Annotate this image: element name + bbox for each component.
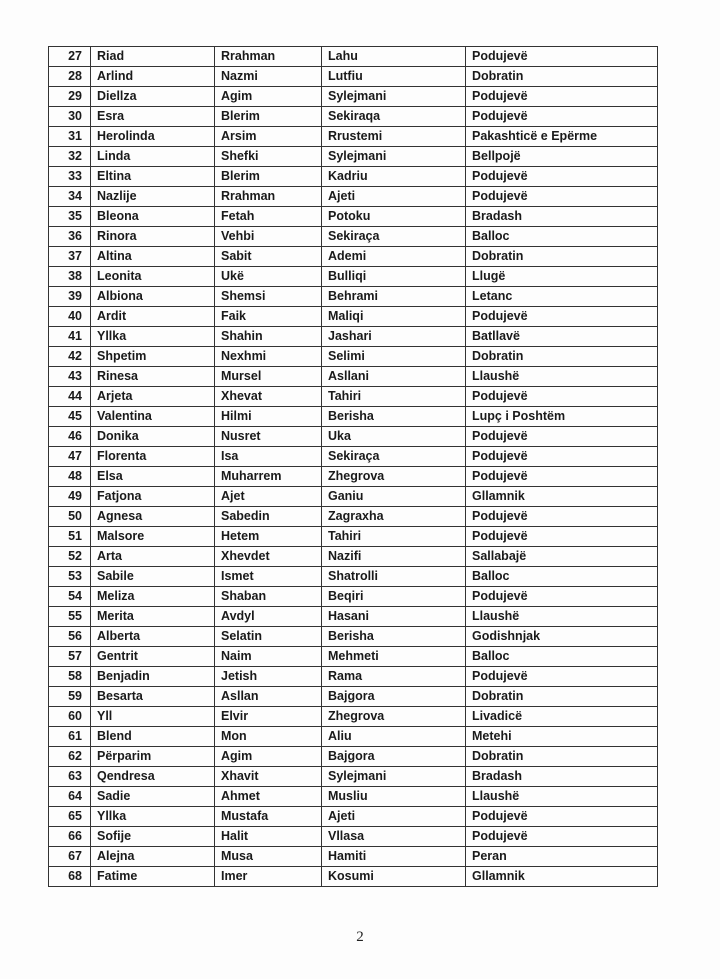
place-name-cell: Podujevë [466,587,658,607]
father-name-cell: Xhevdet [215,547,322,567]
row-number-cell: 64 [49,787,91,807]
row-number-cell: 60 [49,707,91,727]
table-row [49,267,658,287]
place-name-cell: Pakashticë e Epërme [466,127,658,147]
first-name-cell: Fatime [91,867,215,887]
first-name-cell: Arjeta [91,387,215,407]
row-number-cell: 31 [49,127,91,147]
row-number-cell: 34 [49,187,91,207]
father-name-cell: Xhevat [215,387,322,407]
row-number-cell: 44 [49,387,91,407]
last-name-cell: Shatrolli [322,567,466,587]
place-name-cell: Godishnjak [466,627,658,647]
first-name-cell: Benjadin [91,667,215,687]
row-number-cell: 66 [49,827,91,847]
table-row [49,647,658,667]
row-number-cell: 53 [49,567,91,587]
row-number-cell: 37 [49,247,91,267]
last-name-cell: Beqiri [322,587,466,607]
row-number-cell: 40 [49,307,91,327]
last-name-cell: Hasani [322,607,466,627]
place-name-cell: Letanc [466,287,658,307]
last-name-cell: Behrami [322,287,466,307]
father-name-cell: Ajet [215,487,322,507]
last-name-cell: Bulliqi [322,267,466,287]
row-number-cell: 67 [49,847,91,867]
place-name-cell: Peran [466,847,658,867]
row-number-cell: 29 [49,87,91,107]
table-row [49,387,658,407]
table-row [49,187,658,207]
place-name-cell: Podujevë [466,47,658,67]
row-number-cell: 57 [49,647,91,667]
place-name-cell: Lupç i Poshtëm [466,407,658,427]
father-name-cell: Fetah [215,207,322,227]
father-name-cell: Ukë [215,267,322,287]
first-name-cell: Sabile [91,567,215,587]
last-name-cell: Lahu [322,47,466,67]
last-name-cell: Ganiu [322,487,466,507]
table-row [49,867,658,887]
table-row [49,487,658,507]
first-name-cell: Rinesa [91,367,215,387]
first-name-cell: Elsa [91,467,215,487]
father-name-cell: Sabedin [215,507,322,527]
last-name-cell: Ajeti [322,807,466,827]
place-name-cell: Podujevë [466,167,658,187]
father-name-cell: Hilmi [215,407,322,427]
table-row [49,727,658,747]
place-name-cell: Bellpojë [466,147,658,167]
first-name-cell: Arta [91,547,215,567]
place-name-cell: Podujevë [466,807,658,827]
last-name-cell: Sekiraça [322,227,466,247]
table-row [49,107,658,127]
last-name-cell: Musliu [322,787,466,807]
row-number-cell: 50 [49,507,91,527]
place-name-cell: Bradash [466,767,658,787]
father-name-cell: Shahin [215,327,322,347]
last-name-cell: Asllani [322,367,466,387]
first-name-cell: Alejna [91,847,215,867]
table-row [49,547,658,567]
row-number-cell: 65 [49,807,91,827]
last-name-cell: Sekiraqa [322,107,466,127]
last-name-cell: Sylejmani [322,87,466,107]
student-list-table [48,46,658,887]
first-name-cell: Albiona [91,287,215,307]
place-name-cell: Podujevë [466,507,658,527]
place-name-cell: Balloc [466,647,658,667]
father-name-cell: Avdyl [215,607,322,627]
first-name-cell: Florenta [91,447,215,467]
father-name-cell: Hetem [215,527,322,547]
first-name-cell: Alberta [91,627,215,647]
table-row [49,227,658,247]
row-number-cell: 61 [49,727,91,747]
last-name-cell: Ademi [322,247,466,267]
table-row [49,127,658,147]
father-name-cell: Naim [215,647,322,667]
table-row [49,527,658,547]
table-row [49,607,658,627]
table-row [49,307,658,327]
last-name-cell: Selimi [322,347,466,367]
father-name-cell: Selatin [215,627,322,647]
table-row [49,67,658,87]
father-name-cell: Elvir [215,707,322,727]
row-number-cell: 33 [49,167,91,187]
father-name-cell: Rrahman [215,47,322,67]
row-number-cell: 36 [49,227,91,247]
first-name-cell: Riad [91,47,215,67]
first-name-cell: Ardit [91,307,215,327]
first-name-cell: Rinora [91,227,215,247]
last-name-cell: Kosumi [322,867,466,887]
page-number: 2 [356,929,364,945]
place-name-cell: Gllamnik [466,487,658,507]
place-name-cell: Podujevë [466,387,658,407]
row-number-cell: 52 [49,547,91,567]
place-name-cell: Dobratin [466,747,658,767]
last-name-cell: Aliu [322,727,466,747]
first-name-cell: Nazlije [91,187,215,207]
table-row [49,707,658,727]
father-name-cell: Isa [215,447,322,467]
father-name-cell: Sabit [215,247,322,267]
place-name-cell: Podujevë [466,307,658,327]
father-name-cell: Nusret [215,427,322,447]
first-name-cell: Bleona [91,207,215,227]
row-number-cell: 45 [49,407,91,427]
place-name-cell: Sallabajë [466,547,658,567]
table-row [49,687,658,707]
place-name-cell: Llugë [466,267,658,287]
table-row [49,327,658,347]
place-name-cell: Gllamnik [466,867,658,887]
place-name-cell: Podujevë [466,827,658,847]
row-number-cell: 47 [49,447,91,467]
first-name-cell: Sadie [91,787,215,807]
last-name-cell: Bajgora [322,747,466,767]
father-name-cell: Muharrem [215,467,322,487]
father-name-cell: Nazmi [215,67,322,87]
table-row [49,667,658,687]
place-name-cell: Balloc [466,227,658,247]
father-name-cell: Jetish [215,667,322,687]
table-row [49,367,658,387]
father-name-cell: Vehbi [215,227,322,247]
place-name-cell: Podujevë [466,187,658,207]
row-number-cell: 54 [49,587,91,607]
father-name-cell: Imer [215,867,322,887]
place-name-cell: Llaushë [466,607,658,627]
first-name-cell: Yll [91,707,215,727]
last-name-cell: Nazifi [322,547,466,567]
first-name-cell: Esra [91,107,215,127]
place-name-cell: Podujevë [466,447,658,467]
father-name-cell: Agim [215,747,322,767]
father-name-cell: Arsim [215,127,322,147]
father-name-cell: Halit [215,827,322,847]
table-row [49,767,658,787]
last-name-cell: Tahiri [322,527,466,547]
table-row [49,747,658,767]
table-row [49,507,658,527]
place-name-cell: Podujevë [466,87,658,107]
row-number-cell: 59 [49,687,91,707]
last-name-cell: Maliqi [322,307,466,327]
row-number-cell: 55 [49,607,91,627]
table-row [49,587,658,607]
table-row [49,247,658,267]
table-row [49,427,658,447]
first-name-cell: Besarta [91,687,215,707]
last-name-cell: Bajgora [322,687,466,707]
first-name-cell: Herolinda [91,127,215,147]
first-name-cell: Agnesa [91,507,215,527]
row-number-cell: 28 [49,67,91,87]
row-number-cell: 63 [49,767,91,787]
row-number-cell: 38 [49,267,91,287]
first-name-cell: Leonita [91,267,215,287]
last-name-cell: Zhegrova [322,707,466,727]
last-name-cell: Jashari [322,327,466,347]
last-name-cell: Hamiti [322,847,466,867]
table-row [49,87,658,107]
last-name-cell: Ajeti [322,187,466,207]
first-name-cell: Diellza [91,87,215,107]
row-number-cell: 49 [49,487,91,507]
last-name-cell: Lutfiu [322,67,466,87]
place-name-cell: Llaushë [466,367,658,387]
place-name-cell: Livadicë [466,707,658,727]
table-row [49,47,658,67]
father-name-cell: Blerim [215,167,322,187]
row-number-cell: 68 [49,867,91,887]
last-name-cell: Vllasa [322,827,466,847]
first-name-cell: Gentrit [91,647,215,667]
first-name-cell: Malsore [91,527,215,547]
father-name-cell: Asllan [215,687,322,707]
row-number-cell: 32 [49,147,91,167]
first-name-cell: Donika [91,427,215,447]
last-name-cell: Tahiri [322,387,466,407]
first-name-cell: Qendresa [91,767,215,787]
table-row [49,627,658,647]
place-name-cell: Balloc [466,567,658,587]
first-name-cell: Blend [91,727,215,747]
table-row [49,567,658,587]
first-name-cell: Arlind [91,67,215,87]
place-name-cell: Batllavë [466,327,658,347]
row-number-cell: 46 [49,427,91,447]
row-number-cell: 51 [49,527,91,547]
last-name-cell: Potoku [322,207,466,227]
row-number-cell: 27 [49,47,91,67]
last-name-cell: Sekiraça [322,447,466,467]
last-name-cell: Rrustemi [322,127,466,147]
last-name-cell: Kadriu [322,167,466,187]
father-name-cell: Mon [215,727,322,747]
table-row [49,847,658,867]
place-name-cell: Dobratin [466,247,658,267]
father-name-cell: Ahmet [215,787,322,807]
father-name-cell: Xhavit [215,767,322,787]
place-name-cell: Podujevë [466,527,658,547]
student-list-body [49,47,658,887]
last-name-cell: Berisha [322,627,466,647]
row-number-cell: 62 [49,747,91,767]
father-name-cell: Mustafa [215,807,322,827]
first-name-cell: Meliza [91,587,215,607]
row-number-cell: 41 [49,327,91,347]
table-row [49,787,658,807]
place-name-cell: Podujevë [466,667,658,687]
table-row [49,147,658,167]
table-row [49,447,658,467]
first-name-cell: Eltina [91,167,215,187]
last-name-cell: Berisha [322,407,466,427]
first-name-cell: Valentina [91,407,215,427]
place-name-cell: Podujevë [466,467,658,487]
first-name-cell: Fatjona [91,487,215,507]
father-name-cell: Faik [215,307,322,327]
place-name-cell: Podujevë [466,427,658,447]
first-name-cell: Linda [91,147,215,167]
table-row [49,167,658,187]
father-name-cell: Musa [215,847,322,867]
father-name-cell: Mursel [215,367,322,387]
first-name-cell: Shpetim [91,347,215,367]
place-name-cell: Dobratin [466,67,658,87]
place-name-cell: Podujevë [466,107,658,127]
place-name-cell: Dobratin [466,687,658,707]
last-name-cell: Sylejmani [322,147,466,167]
table-row [49,467,658,487]
table-row [49,347,658,367]
first-name-cell: Sofije [91,827,215,847]
last-name-cell: Uka [322,427,466,447]
row-number-cell: 58 [49,667,91,687]
father-name-cell: Agim [215,87,322,107]
first-name-cell: Altina [91,247,215,267]
row-number-cell: 43 [49,367,91,387]
father-name-cell: Nexhmi [215,347,322,367]
father-name-cell: Shaban [215,587,322,607]
last-name-cell: Zhegrova [322,467,466,487]
table-row [49,407,658,427]
place-name-cell: Llaushë [466,787,658,807]
place-name-cell: Dobratin [466,347,658,367]
father-name-cell: Blerim [215,107,322,127]
table-row [49,807,658,827]
first-name-cell: Përparim [91,747,215,767]
last-name-cell: Rama [322,667,466,687]
row-number-cell: 56 [49,627,91,647]
row-number-cell: 42 [49,347,91,367]
row-number-cell: 35 [49,207,91,227]
first-name-cell: Yllka [91,327,215,347]
last-name-cell: Zagraxha [322,507,466,527]
table-row [49,827,658,847]
last-name-cell: Mehmeti [322,647,466,667]
first-name-cell: Merita [91,607,215,627]
father-name-cell: Shemsi [215,287,322,307]
father-name-cell: Shefki [215,147,322,167]
row-number-cell: 39 [49,287,91,307]
last-name-cell: Sylejmani [322,767,466,787]
table-row [49,207,658,227]
father-name-cell: Rrahman [215,187,322,207]
row-number-cell: 30 [49,107,91,127]
place-name-cell: Metehi [466,727,658,747]
table-row [49,287,658,307]
row-number-cell: 48 [49,467,91,487]
place-name-cell: Bradash [466,207,658,227]
first-name-cell: Yllka [91,807,215,827]
father-name-cell: Ismet [215,567,322,587]
